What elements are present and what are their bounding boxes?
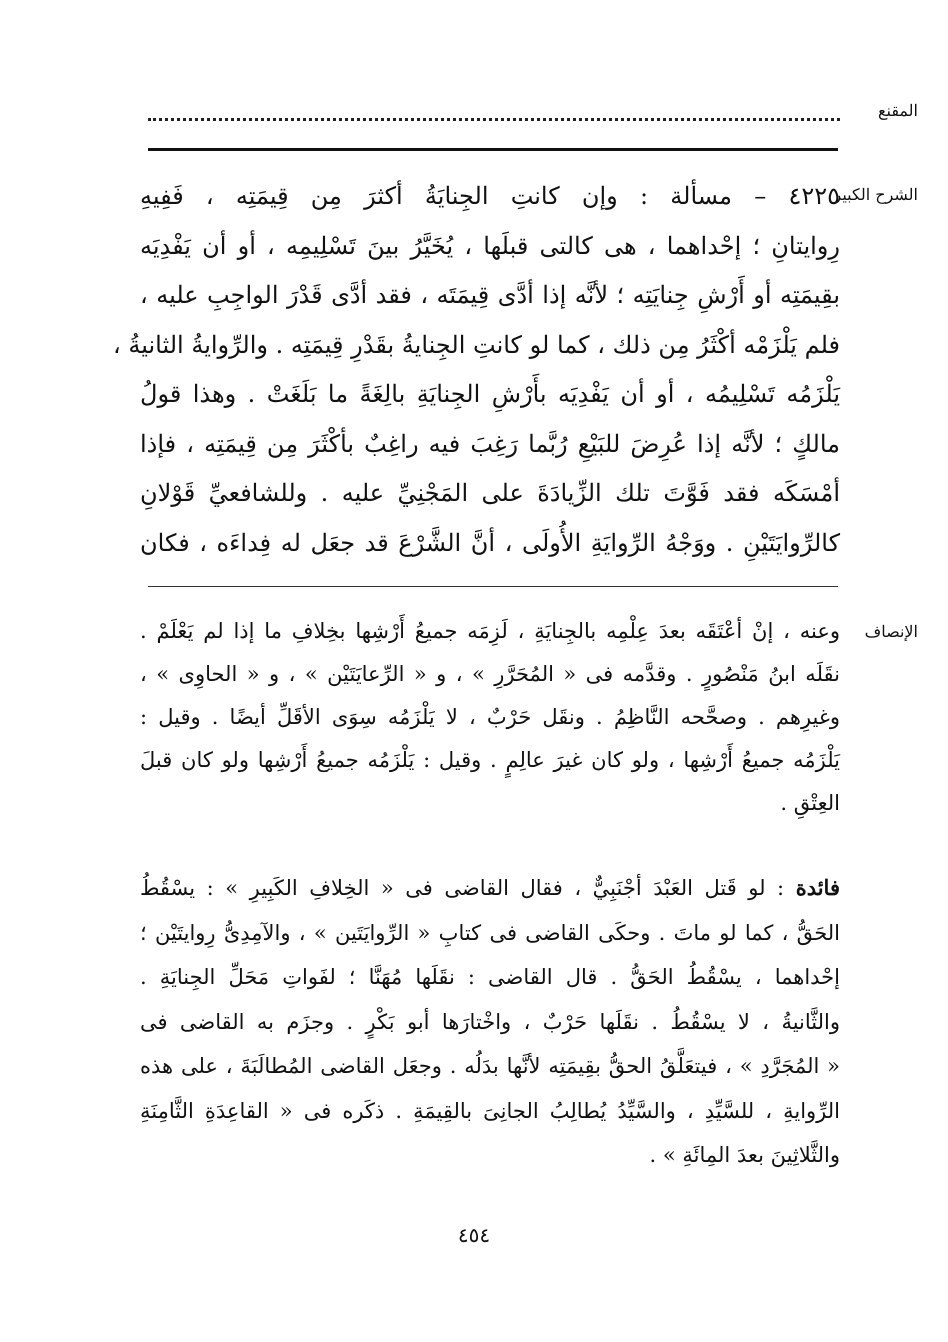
sharh-text	[113, 172, 840, 568]
text-line: فلم يَلْزَمْه أكْثَرُ مِن ذلك ، كما لو كانتِ الجِنايةُ بقَدْرِ قِيمَتِه . والرِّوايةُ الثانيةُ ،	[113, 330, 840, 359]
text-line	[140, 866, 840, 911]
book-label: المقنع	[877, 101, 918, 120]
insaf-text	[140, 610, 840, 825]
text-line: الحَقُّ ، كما لو ماتَ . وحكَى القاضى فى كتابِ « الرِّوايَتَين » ، والآمِدِىُّ رِوايتَيْن ؛	[140, 920, 840, 945]
page-number: ٤٥٤	[457, 1223, 491, 1247]
text-line: يَلْزَمُه جميعُ أَرْشِها ، ولو كان غيرَ عالِمٍ . وقيل : يَلْزَمُه جميعُ أَرْشِها ولو كان قبلَ	[140, 748, 840, 772]
text-line: وعنه ، إنْ أعْتَقَه بعدَ عِلْمِه بالجِنايَةِ ، لَزِمَه جميعُ أَرْشِها بخِلافِ ما إذا لم يَعْلَمْ .	[140, 619, 840, 643]
sharh-label: الشرح الكبير	[833, 185, 918, 204]
section-rule	[148, 586, 838, 587]
text-line: والثَّلاثِينَ بعدَ المِائَةِ » .	[649, 1143, 840, 1167]
text-line: العِتْقِ .	[780, 791, 840, 815]
text-line: وغيرِهم . وصحَّحه النَّاظِمُ . ونقَل حَرْبٌ ، لا يَلْزَمُه سِوَى الأقَلِّ أيضًا . وقيل :	[140, 705, 840, 729]
dotted-separator	[148, 118, 840, 121]
faida-lead: فائدة	[795, 875, 840, 900]
text-line: يَلْزَمُه تَسْلِيمُه ، أو أن يَفْدِيَه بأَرْشِ الجِنايَةِ بالِغَةً ما بَلَغَتْ . وهذا قولُ	[140, 380, 840, 408]
text-line: الرِّوايةِ ، للسَّيِّدِ ، والسَّيِّدُ يُطالِبُ الجانِىَ بالقِيمَةِ . ذكَره فى « القاعِدَةِ الثَّامِنَةِ	[140, 1098, 841, 1123]
text-line: رِوايتانِ ؛ إحْداهما ، هى كالتى قبلَها ، يُخَيَّرُ بينَ تَسْلِيمِه ، أو أن يَفْدِيَه	[140, 231, 840, 260]
text-line: نقَلَه ابنُ مَنْصُورٍ . وقدَّمه فى « المُحَرَّرِ » ، و « الرِّعايَتَيْن » ، و « الحاوِى » ،	[140, 662, 840, 686]
faida-text	[140, 866, 840, 1178]
text-line: مالكٍ ؛ لأنَّه إذا عُرِضَ للبَيْعِ رُبَّما رَغِبَ فيه راغِبٌ بأكْثَرَ مِن قِيمَتِه ، فإذا	[140, 429, 840, 458]
insaf-label: الإنصاف	[864, 622, 918, 641]
text-line: ٤٢٢٥ – مسألة : وإن كانتِ الجِنايَةُ أكثرَ مِن قِيمَتِه ، فَفِيهِ	[140, 182, 840, 210]
text-line: أمْسَكَه فقد فَوَّتَ تلك الزِّيادَةَ على المَجْنِيِّ عليه . وللشافعيِّ قَوْلانِ	[140, 479, 840, 507]
header-rule	[148, 148, 838, 151]
text-line: كالرِّوايَتَيْنِ . ووَجْهُ الرِّوايَةِ الأُولَى ، أنَّ الشَّرْعَ قد جعَل له فِداءَه ، فكان	[140, 528, 840, 557]
text-line: بقِيمَتِه أو أَرْشِ جِنايَتِه ؛ لأنَّه إذا أدَّى قِيمَتَه ، فقد أدَّى قَدْرَ الواجِبِ عليه ،	[140, 281, 840, 309]
text-line: والثَّانيةُ ، لا يسْقُطُ . نقَلَها حَرْبٌ ، واخْتارَها أبو بَكْرٍ . وجزَم به القاضى فى	[140, 1009, 840, 1034]
text-line: إحْداهما ، يسْقُطُ الحَقُّ . قال القاضى : نقَلَها مُهَنَّا ؛ لفَواتِ مَحَلِّ الجِنايَةِ .	[140, 965, 840, 989]
text-line: « المُجَرَّدِ » ، فيتعَلَّقُ الحقُّ بقِيمَتِه لأنَّها بدَلُه . وجعَل القاضى المُطالَبَةَ ، على هذه	[140, 1054, 840, 1078]
faida-first-line: : لو قَتل العَبْدَ أجْنَبِيٌّ ، فقال القاضى فى « الخِلافِ الكَبِيرِ » : يسْقُطُ	[140, 876, 785, 900]
